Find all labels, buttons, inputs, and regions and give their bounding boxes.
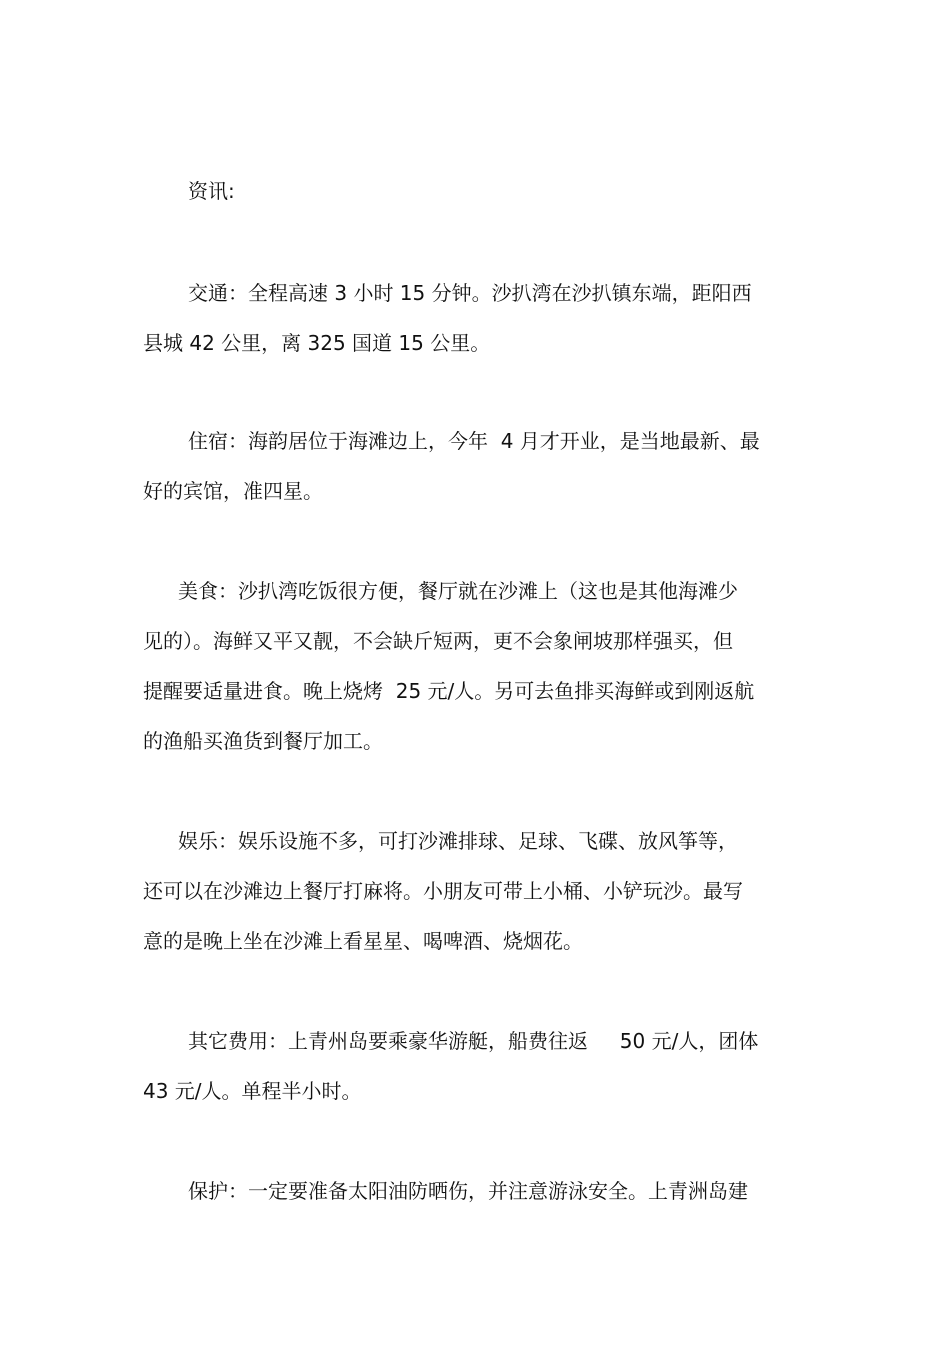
protection-line-1: 保护：一定要准备太阳油防晒伤，并注意游泳安全。上青洲岛建 (188, 1179, 748, 1203)
transport-line-1: 交通：全程高速 3 小时 15 分钟。沙扒湾在沙扒镇东端，距阳西 (188, 281, 752, 305)
entertainment-line-1: 娱乐：娱乐设施不多，可打沙滩排球、足球、飞碟、放风筝等， (178, 829, 738, 853)
food-line-2: 见的）。海鲜又平又靓，不会缺斤短两，更不会象闸坡那样强买，但 (143, 629, 733, 653)
food-line-4: 的渔船买渔货到餐厅加工。 (143, 729, 383, 753)
lodging-line-2: 好的宾馆，准四星。 (143, 479, 323, 503)
entertainment-line-2: 还可以在沙滩边上餐厅打麻将。小朋友可带上小桶、小铲玩沙。最写 (143, 879, 743, 903)
food-line-1: 美食：沙扒湾吃饭很方便，餐厅就在沙滩上（这也是其他海滩少 (178, 579, 738, 603)
lodging-line-1: 住宿：海韵居位于海滩边上，今年 4 月才开业，是当地最新、最 (188, 429, 760, 453)
entertainment-line-3: 意的是晚上坐在沙滩上看星星、喝啤酒、烧烟花。 (143, 929, 583, 953)
food-line-3: 提醒要适量进食。晚上烧烤 25 元/人。另可去鱼排买海鲜或到刚返航 (143, 679, 755, 703)
transport-line-2: 县城 42 公里，离 325 国道 15 公里。 (143, 331, 491, 355)
other-costs-line-1: 其它费用：上青州岛要乘豪华游艇，船费往返 50 元/人，团体 (188, 1029, 759, 1053)
other-costs-line-2: 43 元/人。单程半小时。 (143, 1079, 362, 1103)
section-heading: 资讯: (188, 179, 235, 203)
